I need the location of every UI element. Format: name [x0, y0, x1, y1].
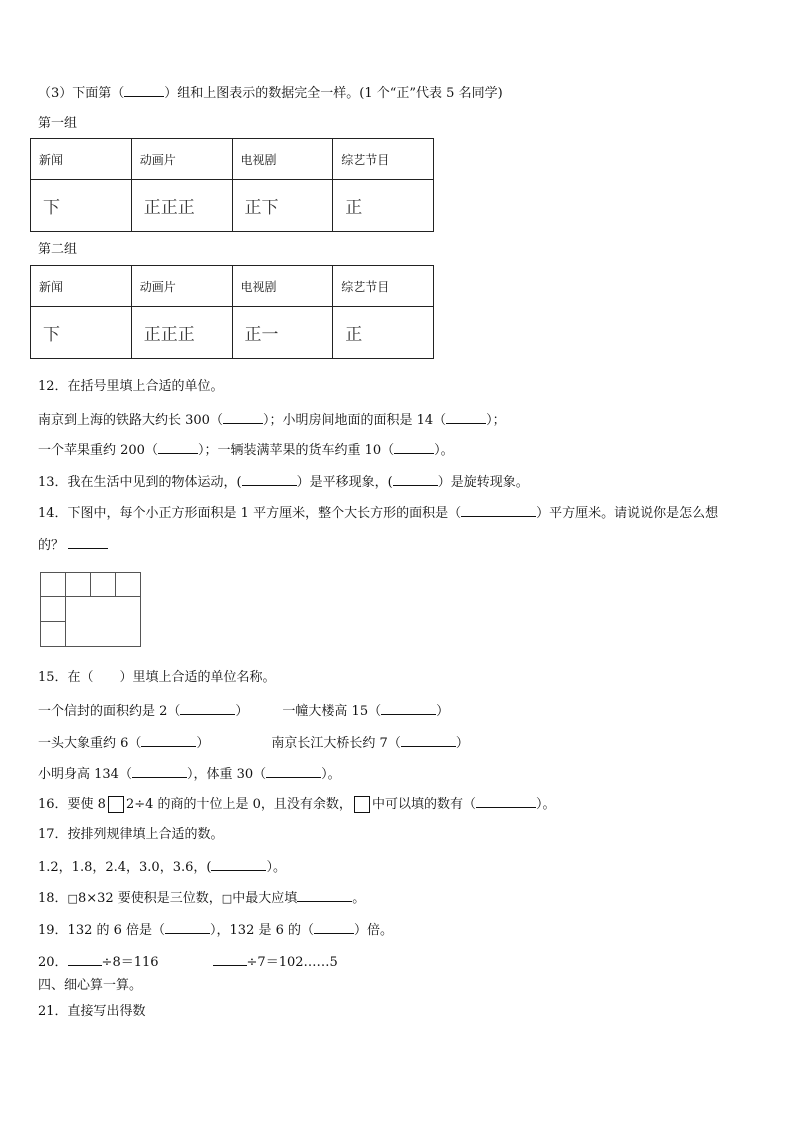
question-15-line1: 一个信封的面积约是 2（ ） 一幢大楼高 15（ ） [38, 701, 449, 721]
question-17-sequence: 1.2，1.8，2.4，3.0，3.6，( ）。 [38, 857, 286, 877]
question-14-line2: 的？ [38, 535, 108, 555]
header-tv-drama: 电视剧 [232, 266, 333, 307]
question-15-line3: 小明身高 134（ ），体重 30（ ）。 [38, 764, 341, 784]
answer-blank[interactable] [213, 952, 247, 966]
header-cartoon: 动画片 [131, 139, 232, 180]
answer-blank[interactable] [180, 701, 235, 715]
tally-variety: 正 [333, 180, 434, 232]
answer-blank[interactable] [158, 440, 198, 454]
question-17-title: 17．按排列规律填上合适的数。 [38, 827, 224, 842]
answer-blank[interactable] [68, 952, 102, 966]
group1-label: 第一组 [38, 116, 78, 131]
answer-blank[interactable] [461, 503, 536, 517]
answer-blank[interactable] [314, 920, 354, 934]
tally-cartoon: 正正正 [131, 307, 232, 359]
answer-blank[interactable] [132, 764, 187, 778]
section-4-heading: 四、细心算一算。 [38, 978, 143, 993]
question-12-line1: 南京到上海的铁路大约长 300（ ）；小明房间地面的面积是 14（ ）； [38, 410, 506, 430]
answer-blank[interactable] [446, 410, 486, 424]
header-cartoon: 动画片 [131, 266, 232, 307]
answer-blank[interactable] [297, 888, 352, 902]
tally-tv-drama: 正一 [232, 307, 333, 359]
answer-blank[interactable] [393, 472, 438, 486]
header-news: 新闻 [31, 139, 132, 180]
question-11-3: （3）下面第（ ）组和上图表示的数据完全一样。(1 个“正”代表 5 名同学) [38, 83, 503, 103]
question-13: 13．我在生活中见到的物体运动，( ）是平移现象，( ）是旋转现象。 [38, 472, 529, 492]
answer-blank[interactable] [394, 440, 434, 454]
header-variety: 综艺节目 [333, 266, 434, 307]
question-14-line1: 14．下图中，每个小正方形面积是 1 平方厘米，整个大长方形的面积是（ ）平方厘米。请说说你是怎么想 [38, 503, 718, 523]
digit-box[interactable] [108, 796, 124, 813]
tally-tv-drama: 正下 [232, 180, 333, 232]
question-18: 18．□8×32 要使积是三位数，□中最大应填 。 [38, 888, 365, 908]
question-15-title: 15．在（ ）里填上合适的单位名称。 [38, 670, 276, 685]
digit-box[interactable] [354, 796, 370, 813]
tally-news: 下 [31, 180, 132, 232]
question-16: 16．要使 8 2÷4 的商的十位上是 0，且没有余数， 中可以填的数有（ ）。 [38, 794, 555, 814]
tally-variety: 正 [333, 307, 434, 359]
question-20: 20． ÷8＝116 ÷7＝102……5 [38, 952, 338, 972]
answer-blank[interactable] [165, 920, 210, 934]
group2-table [30, 265, 434, 359]
square-placeholder: □ [221, 892, 233, 905]
answer-blank[interactable] [401, 733, 456, 747]
header-tv-drama: 电视剧 [232, 139, 333, 180]
question-12-title: 12．在括号里填上合适的单位。 [38, 379, 224, 394]
answer-blank[interactable] [381, 701, 436, 715]
answer-blank[interactable] [476, 794, 536, 808]
question-12-line2: 一个苹果重约 200（ ）；一辆装满苹果的货车约重 10（ ）。 [38, 440, 454, 460]
question-15-line2: 一头大象重约 6（ ） 南京长江大桥长约 7（ ） [38, 733, 469, 753]
question-21: 21．直接写出得数 [38, 1004, 146, 1019]
answer-blank[interactable] [211, 857, 266, 871]
group1-table [30, 138, 434, 232]
square-placeholder: □ [67, 892, 78, 905]
tally-news: 下 [31, 307, 132, 359]
answer-blank[interactable] [68, 535, 108, 549]
answer-blank[interactable] [242, 472, 297, 486]
rectangle-grid-figure [40, 572, 142, 648]
question-19: 19．132 的 6 倍是（ ），132 是 6 的（ ）倍。 [38, 920, 393, 940]
header-variety: 综艺节目 [333, 139, 434, 180]
tally-cartoon: 正正正 [131, 180, 232, 232]
answer-blank[interactable] [266, 764, 321, 778]
answer-blank[interactable] [124, 83, 164, 97]
group2-label: 第二组 [38, 242, 78, 257]
answer-blank[interactable] [223, 410, 263, 424]
answer-blank[interactable] [141, 733, 196, 747]
header-news: 新闻 [31, 266, 132, 307]
